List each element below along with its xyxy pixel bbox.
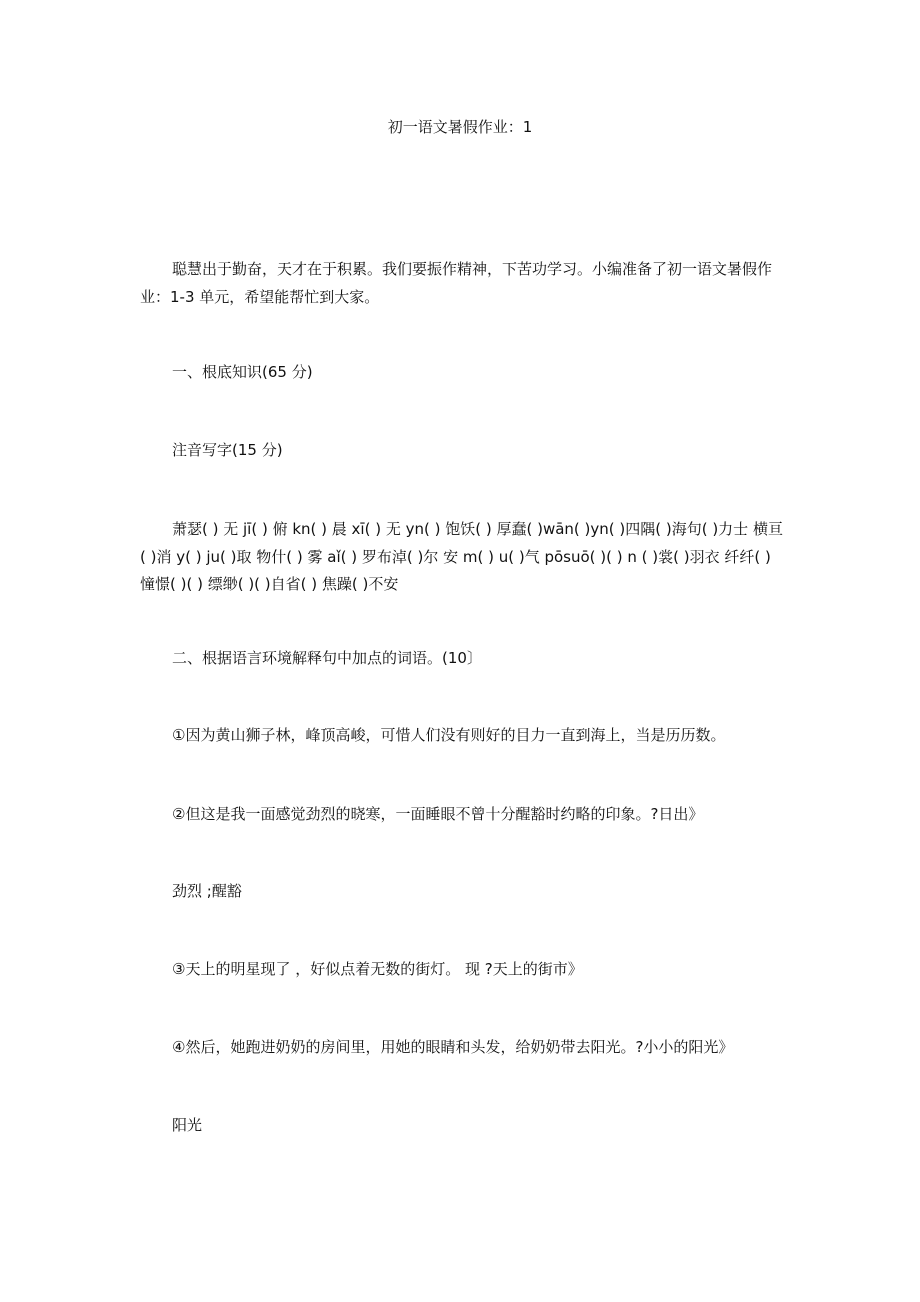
question-2-words: 劲烈 ;醒豁 [172, 882, 242, 900]
section1-subheading: 注音写字(15 分) [172, 441, 283, 459]
question-2: ②但这是我一面感觉劲烈的晓寒，一面睡眼不曾十分醒豁时约略的印象。?日出》 [172, 805, 704, 823]
question-4: ④然后，她跑进奶奶的房间里，用她的眼睛和头发，给奶奶带去阳光。?小小的阳光》 [172, 1038, 734, 1056]
question-1: ①因为黄山狮子林，峰顶高峻，可惜人们没有则好的目力一直到海上，当是历历数。 [172, 726, 726, 744]
document-title: 初一语文暑假作业：1 [387, 118, 533, 136]
pinyin-exercise: 萧瑟( ) 无 jī( ) 俯 kn( ) 晨 xī( ) 无 yn( ) 饱饫( ) 厚蠢( )wān( )yn( )四隅( )海句( )力士 横亘( )消 y( ) ju( )取 物什( ) 雾 aǐ( ) 罗布淖( )尔 安 m( ) u( )气 pōsuō( )( ) n ( )裳( )羽衣 纤纤( ) 憧憬( )( ) 缥缈( )( )自省( ) 焦躁( )不安 [140, 520, 783, 593]
intro-paragraph: 聪慧出于勤奋，天才在于积累。我们要振作精神，下苦功学习。小编准备了初一语文暑假作业：1-3 单元，希望能帮忙到大家。 [140, 260, 773, 306]
question-4-words: 阳光 [172, 1116, 203, 1134]
question-3: ③天上的明星现了 ，好似点着无数的街灯。 现 ?天上的街市》 [172, 960, 583, 978]
section2-heading: 二、根据语言环境解释句中加点的词语。(10〕 [172, 649, 482, 667]
section1-heading: 一、根底知识(65 分) [172, 363, 313, 381]
